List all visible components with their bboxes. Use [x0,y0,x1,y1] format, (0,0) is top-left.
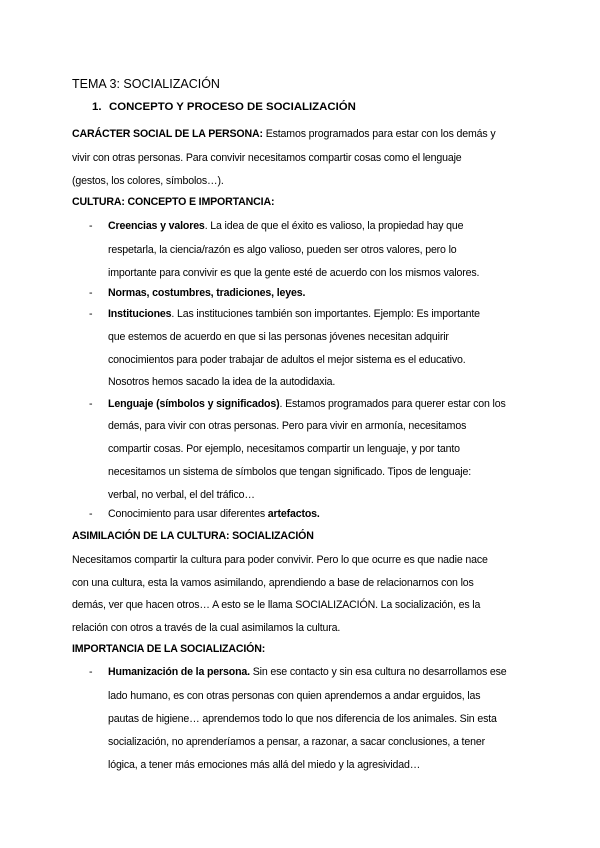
section-heading [92,101,356,113]
bullet-dash: - [89,287,93,299]
item-text: . Las instituciones también son importantes. Ejemplo: Es importante [171,308,480,320]
item-term: Instituciones [108,308,172,320]
item-text: . La idea de que el éxito es valioso, la propiedad hay que [204,220,464,232]
item-text: demás, para vivir con otras personas. Pero para vivir en armonía, necesitamos [108,420,467,432]
caracter-label: CARÁCTER SOCIAL DE LA PERSONA: [72,128,263,140]
paragraph-line: Necesitamos compartir la cultura para poder convivir. Pero lo que ocurre es que nadie nace [72,554,488,566]
item-text: conocimientos para poder trabajar de adultos el mejor sistema es el educativo. [108,354,466,366]
document-title: TEMA 3: SOCIALIZACIÓN [72,77,220,91]
item-text: importante para convivir es que la gente esté de acuerdo con los mismos valores. [108,267,480,279]
caracter-text: Estamos programados para estar con los demás y [262,128,496,140]
section-title: CONCEPTO Y PROCESO DE SOCIALIZACIÓN [109,101,356,113]
paragraph-line: relación con otros a través de la cual asimilamos la cultura. [72,622,341,634]
item-text: compartir cosas. Por ejemplo, necesitamos compartir un lenguaje, y por tanto [108,443,460,455]
item-text: socialización, no aprenderíamos a pensar, a razonar, a sacar conclusiones, a tener [108,736,485,748]
caracter-line-1 [72,128,496,140]
cultura-heading: CULTURA: CONCEPTO E IMPORTANCIA: [72,196,275,208]
caracter-line-3: (gestos, los colores, símbolos…). [72,175,224,187]
item-text: Nosotros hemos sacado la idea de la autodidaxia. [108,376,336,388]
section-number: 1. [92,101,102,113]
list-item [108,666,507,678]
item-text: verbal, no verbal, el del tráfico… [108,489,255,501]
item-term: Creencias y valores [108,220,205,232]
item-text: respetarla, la ciencia/razón es algo valioso, pueden ser otros valores, pero lo [108,244,457,256]
bullet-dash: - [89,308,93,320]
item-text: Conocimiento para usar diferentes [108,508,268,520]
item-term: artefactos. [267,508,320,520]
item-text: pautas de higiene… aprendemos todo lo que nos diferencia de los animales. Sin esta [108,713,497,725]
list-item [108,308,480,320]
bullet-dash: - [89,398,93,410]
list-item [108,220,463,232]
item-text: . Estamos programados para querer estar con los [279,398,506,410]
asimilacion-heading: ASIMILACIÓN DE LA CULTURA: SOCIALIZACIÓN [72,530,314,542]
paragraph-line: demás, ver que hacen otros… A esto se le llama SOCIALIZACIÓN. La socialización, es la [72,599,481,611]
item-term: Normas, costumbres, tradiciones, leyes. [108,287,306,299]
item-text: necesitamos un sistema de símbolos que tengan significado. Tipos de lenguaje: [108,466,471,478]
item-text: lado humano, es con otras personas con quien aprendemos a andar erguidos, las [108,690,481,702]
list-item [108,508,320,520]
bullet-dash: - [89,508,93,520]
item-term: Lenguaje (símbolos y significados) [108,398,280,410]
item-text: lógica, a tener más emociones más allá del miedo y la agresividad… [108,759,421,771]
paragraph-line: con una cultura, esta la vamos asimilando, aprendiendo a base de relacionarnos con los [72,577,474,589]
bullet-dash: - [89,666,93,678]
item-text: Sin ese contacto y sin esa cultura no desarrollamos ese [249,666,507,678]
caracter-line-2: vivir con otras personas. Para convivir necesitamos compartir cosas como el lenguaje [72,152,462,164]
item-term: Humanización de la persona. [108,666,250,678]
item-text: que estemos de acuerdo en que si las personas jóvenes necesitan adquirir [108,331,449,343]
importancia-heading: IMPORTANCIA DE LA SOCIALIZACIÓN: [72,643,266,655]
list-item [108,398,506,410]
bullet-dash: - [89,220,93,232]
